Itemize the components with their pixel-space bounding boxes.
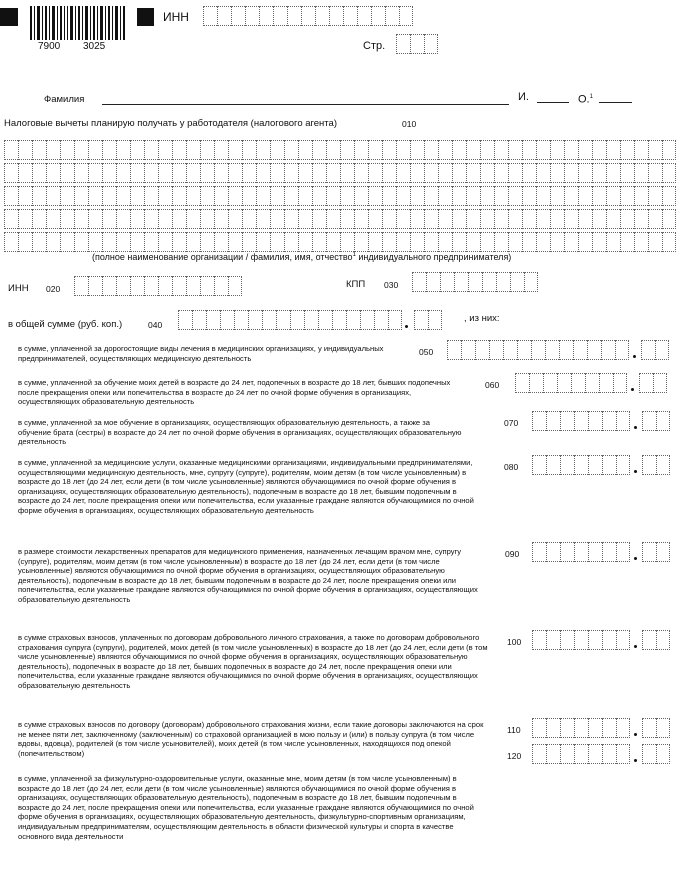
deduction-item-rubles-field[interactable] [532, 455, 630, 475]
organization-name-row[interactable] [4, 209, 676, 229]
corner-marker-left [0, 8, 18, 26]
deduction-item-kopecks-field[interactable] [642, 411, 670, 431]
deduction-item-decimal-dot [634, 557, 637, 560]
page-number-field[interactable] [396, 34, 438, 54]
deduction-item-code: 100 [507, 637, 522, 647]
deduction-item-kopecks-field[interactable] [639, 373, 667, 393]
deduction-item-code: 120 [507, 751, 522, 761]
deduction-heading-code: 010 [402, 119, 417, 129]
initial-i-label: И. [518, 91, 529, 103]
deduction-item-text: в сумме, уплаченной за мое обучение в организациях, осуществляющих образовательную деятельность, а также за обучение брата (сестры) в возрасте до 24 лет по очной форме обучения в организациях, осуществляющих образовательную деятельность [18, 418, 462, 447]
total-kopecks-field[interactable] [414, 310, 442, 330]
kpp-code: 030 [384, 280, 399, 290]
initial-o-field[interactable] [599, 102, 632, 103]
organization-caption-text: (полное наименование организации / фамилия, имя, отчество [92, 252, 353, 262]
deduction-item-text: в сумме страховых взносов по договору (договорам) добровольного страхования жизни, если такие договоры заключаются на срок не менее пяти лет, заключенному (заключенным) со страховой организацией в мою пользу и (или) в пользу супруга (в том числе вдовы, вдовца), родителей (в том числе усыновителей), моих детей (в том числе усыновленных, находящихся под опекой (попечительством) [18, 720, 484, 758]
deduction-item-rubles-field[interactable] [532, 411, 630, 431]
deduction-item-code: 070 [504, 418, 519, 428]
organization-name-row[interactable] [4, 232, 676, 252]
total-rubles-field[interactable] [178, 310, 402, 330]
deduction-item-rubles-field[interactable] [447, 340, 629, 360]
organization-name-row[interactable] [4, 163, 676, 183]
deduction-item-text: в сумме, уплаченной за медицинские услуги, оказанные медицинскими организациями, индивидуальными предпринимателями, осуществляющими медицинскую деятельность, мне, супругу (супруге), родителям, моим детям (в том числе усыновленным) в возрасте до 18 лет (до 24 лет, если дети (в том числе усыновленные) являются обучающимися по очной форме обучения в организациях, осуществляющих образовательную деятельность), подопечным в возрасте до 18 лет, бывшим подопечным в возрасте до 24 лет, после прекращения опеки или попечительства, если указанные граждане являются обучающимися по очной форме обучения в организациях, осуществляющих образовательную деятельность [18, 458, 474, 515]
deduction-item-rubles-field[interactable] [532, 630, 630, 650]
total-decimal-dot [405, 325, 408, 328]
deduction-item-kopecks-field[interactable] [641, 340, 669, 360]
deduction-item-text: в сумме, уплаченной за дорогостоящие виды лечения в медицинских организациях, у индивидуальных предпринимателей, осуществляющих медицинскую деятельность [18, 344, 384, 363]
initial-o-label [578, 92, 593, 105]
total-suffix: , из них: [464, 313, 500, 324]
deduction-item-code: 050 [419, 347, 434, 357]
inn-code: 020 [46, 284, 61, 294]
deduction-heading: Налоговые вычеты планирую получать у работодателя (налогового агента) [4, 118, 337, 129]
organization-name-row[interactable] [4, 140, 676, 160]
deduction-item-rubles-field[interactable] [532, 744, 630, 764]
deduction-item-decimal-dot [634, 426, 637, 429]
total-label: в общей сумме (руб. коп.) [8, 319, 123, 330]
initial-o-footnote: 1 [589, 94, 593, 100]
kpp-field[interactable] [412, 272, 538, 292]
deduction-item-decimal-dot [634, 733, 637, 736]
organization-caption-footnote: 1 [352, 252, 356, 258]
inn-label: ИНН [8, 283, 29, 294]
deduction-item-decimal-dot [633, 355, 636, 358]
deduction-item-kopecks-field[interactable] [642, 744, 670, 764]
barcode-number-right: 3025 [83, 41, 106, 52]
corner-marker-right [137, 8, 154, 26]
inn-field[interactable] [74, 276, 242, 296]
deduction-item-decimal-dot [634, 470, 637, 473]
barcode-number-left: 7900 [38, 41, 61, 52]
deduction-item-code: 110 [507, 725, 521, 735]
deduction-item-kopecks-field[interactable] [642, 455, 670, 475]
deduction-item-text: в размере стоимости лекарственных препаратов для медицинского применения, назначенных лечащим врачом мне, супругу (супруге), родителям, моим детям (в том числе усыновленным) в возрасте до 18 лет (до 24 лет, если дети (в том числе усыновленные) являются обучающимися по очной форме обучения в организациях, осуществляющих образовательную деятельность), подопечным в возрасте до 18 лет, бывшим подопечным в возрасте до 24 лет, после прекращения опеки или попечительства, если указанные граждане являются обучающимися по очной форме обучения в организациях, осуществляющих образовательную деятельность [18, 547, 478, 604]
organization-caption [92, 250, 511, 262]
deduction-item-text: в сумме страховых взносов, уплаченных по договорам добровольного личного страхования, а также по договорам добровольного страхования супруга (супруги), родителей, моих детей (в том числе усыновленных) в возрасте до 18 лет (до 24 лет, если дети (в том числе усыновленные) являются обучающимися по очной форме обучения в организациях, осуществляющих образовательную деятельность), подопечных в возрасте до 18 лет, бывших подопечных в возрасте до 24 лет, после прекращения опеки или попечительства, если указанные граждане являются обучающимися по очной форме обучения в организациях, осуществляющих образовательную деятельность [18, 633, 488, 690]
kpp-label: КПП [346, 279, 366, 290]
surname-label: Фамилия [44, 94, 85, 105]
deduction-item-code: 090 [505, 549, 520, 559]
deduction-item-kopecks-field[interactable] [642, 542, 670, 562]
surname-field[interactable] [102, 104, 509, 105]
total-code: 040 [148, 320, 163, 330]
deduction-item-code: 080 [504, 462, 519, 472]
deduction-item-decimal-dot [631, 388, 634, 391]
organization-name-row[interactable] [4, 186, 676, 206]
page-label: Стр. [363, 40, 386, 52]
initial-i-field[interactable] [537, 102, 569, 103]
deduction-item-text: в сумме, уплаченной за обучение моих детей в возрасте до 24 лет, подопечных в возрасте до 18 лет, бывших подопечных после прекращения опеки или попечительства в возрасте до 24 лет по очной форме обучения в организациях, осуществляющих образовательную деятельность [18, 378, 451, 407]
barcode [30, 6, 130, 40]
deduction-item-text: в сумме, уплаченной за физкультурно-оздоровительные услуги, оказанные мне, моим детям (в том числе усыновленным) в возрасте до 18 лет (до 24 лет, если дети (в том числе усыновленные) являются обучающимися по очной форме обучения в организациях, осуществляющих образовательную деятельность), подопечным в возрасте до 18 лет, бывшим подопечным в возрасте до 24 лет, после прекращения опеки или попечительства, если указанные граждане являются обучающимися по очной форме обучения в организациях, осуществляющих образовательную деятельность, физкультурно-спортивным организациям, индивидуальным предпринимателям, осуществляющим деятельность в области физической культуры и спорта в качестве основного вида деятельности [18, 774, 474, 841]
deduction-item-kopecks-field[interactable] [642, 718, 670, 738]
header-inn-label: ИНН [163, 10, 189, 24]
header-inn-field[interactable] [203, 6, 413, 26]
organization-caption-end: индивидуального предпринимателя) [358, 252, 512, 262]
deduction-item-rubles-field[interactable] [532, 718, 630, 738]
deduction-item-decimal-dot [634, 645, 637, 648]
deduction-item-kopecks-field[interactable] [642, 630, 670, 650]
initial-o-text: О. [578, 93, 590, 106]
deduction-item-rubles-field[interactable] [532, 542, 630, 562]
deduction-item-rubles-field[interactable] [515, 373, 627, 393]
deduction-item-code: 060 [485, 380, 500, 390]
deduction-item-decimal-dot [634, 759, 637, 762]
